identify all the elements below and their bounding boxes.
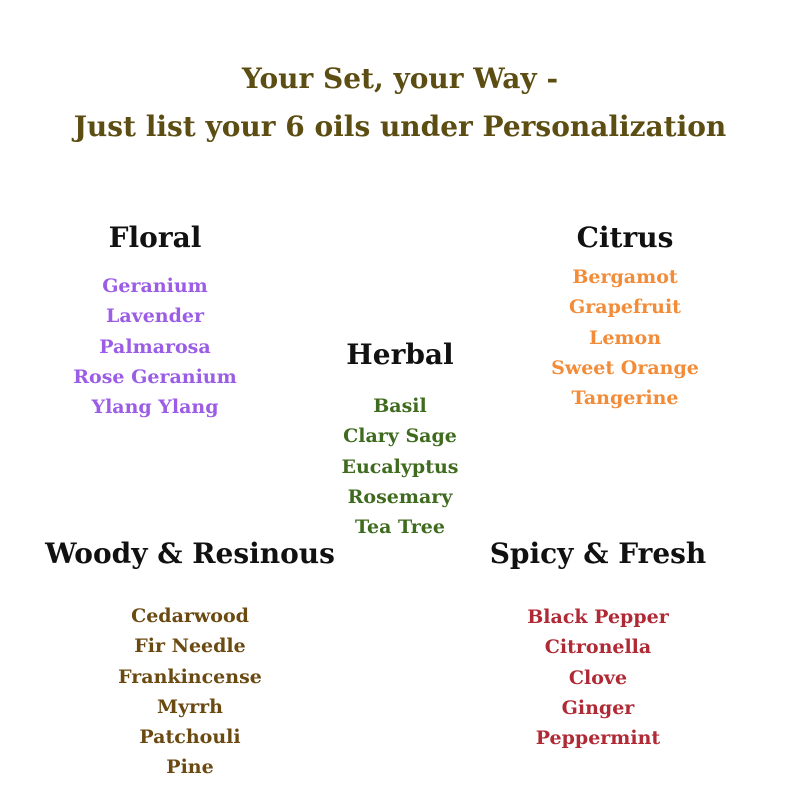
oil-item: Lemon — [588, 326, 662, 349]
herbal-group — [300, 338, 500, 542]
citrus-group — [525, 221, 725, 413]
heading-line-1: Your Set, your Way - — [241, 62, 559, 95]
oil-item: Clary Sage — [343, 425, 457, 448]
oil-item: Patchouli — [139, 726, 241, 749]
floral-group — [55, 221, 255, 422]
spicy-fresh-oil-list — [448, 602, 748, 753]
citrus-title: Citrus — [576, 221, 674, 254]
oil-item: Black Pepper — [527, 606, 669, 628]
oil-item: Cedarwood — [131, 605, 249, 627]
oil-item: Fir Needle — [134, 635, 246, 658]
oil-item: Bergamot — [572, 266, 678, 288]
oil-item: Geranium — [102, 275, 208, 297]
heading-line-2: Just list your 6 oils under Personalization — [73, 110, 727, 143]
oil-item: Rose Geranium — [73, 365, 237, 388]
woody-resinous-group — [40, 537, 340, 783]
woody-resinous-oil-list — [40, 601, 340, 783]
oil-item: Basil — [373, 395, 427, 417]
oil-item: Grapefruit — [569, 296, 681, 319]
oil-item: Pine — [166, 756, 214, 779]
herbal-oil-list — [300, 391, 500, 542]
oil-item: Citronella — [544, 636, 652, 659]
woody-resinous-title: Woody & Resinous — [45, 537, 335, 570]
oil-item: Palmarosa — [99, 335, 211, 358]
herbal-title: Herbal — [346, 338, 454, 371]
spicy-fresh-group — [448, 537, 748, 753]
oil-item: Ylang Ylang — [91, 396, 219, 419]
oil-item: Frankincense — [118, 665, 262, 688]
oil-item: Myrrh — [157, 695, 223, 718]
oil-item: Ginger — [561, 696, 635, 719]
oil-item: Eucalyptus — [341, 455, 459, 478]
citrus-oil-list — [525, 262, 725, 413]
oil-item: Tangerine — [571, 387, 679, 410]
oil-item: Tea Tree — [355, 516, 445, 539]
floral-title: Floral — [108, 221, 202, 254]
oil-item: Peppermint — [535, 727, 661, 750]
oil-item: Lavender — [106, 305, 204, 328]
oil-item: Rosemary — [347, 485, 453, 508]
floral-oil-list — [55, 271, 255, 422]
spicy-fresh-title: Spicy & Fresh — [489, 537, 707, 570]
oil-item: Clove — [568, 666, 628, 689]
oil-item: Sweet Orange — [551, 356, 699, 379]
